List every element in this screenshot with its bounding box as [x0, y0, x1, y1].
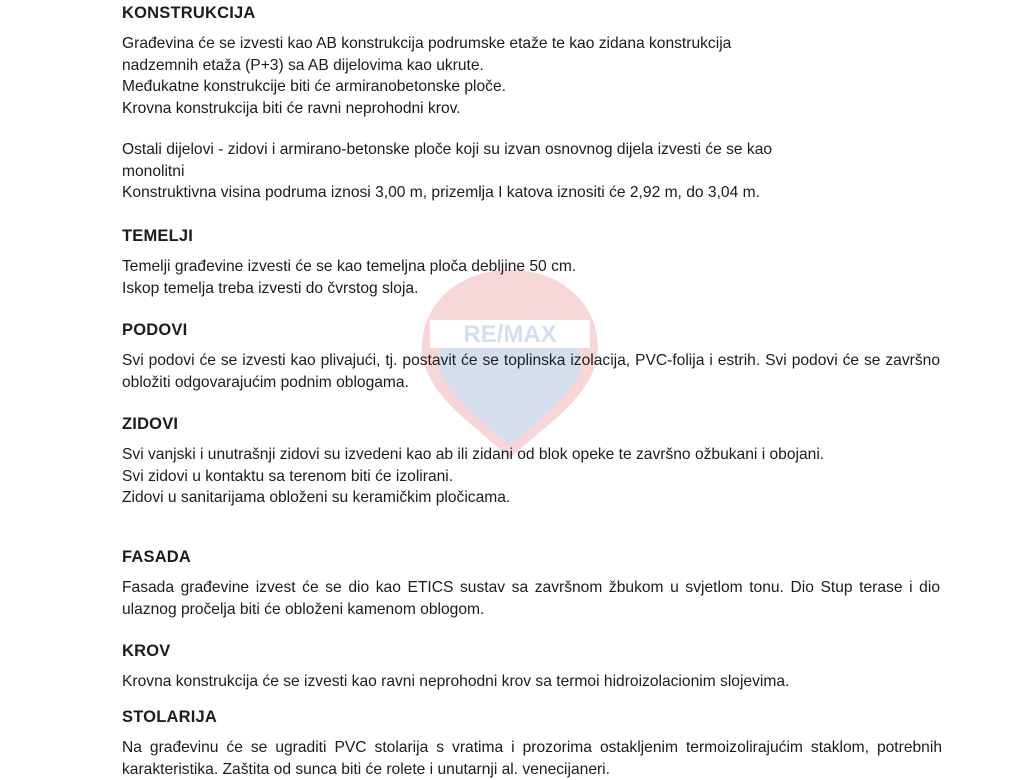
section-heading: STOLARIJA	[122, 708, 218, 726]
section-heading: TEMELJI	[122, 227, 194, 245]
spacer	[122, 119, 772, 139]
watermark-text: RE/MAX	[463, 321, 557, 348]
paragraph-line: nadzemnih etaža (P+3) sa AB dijelovima kao ukrute.	[122, 56, 484, 74]
section-heading: FASADA	[122, 548, 192, 566]
paragraph-line: Iskop temelja treba izvesti do čvrstog sloja.	[122, 279, 419, 297]
section-heading: KONSTRUKCIJA	[122, 4, 256, 22]
paragraph-line: monolitni	[122, 162, 185, 180]
section-heading: ZIDOVI	[122, 415, 179, 433]
section-krov	[122, 641, 789, 693]
paragraph-line: Zidovi u sanitarijama obloženi su keramičkim pločicama.	[122, 489, 511, 506]
section-fasada	[122, 547, 940, 620]
section-stolarija	[122, 707, 942, 780]
paragraph-line: Krovna konstrukcija biti će ravni neprohodni krov.	[122, 99, 461, 117]
paragraph-line: Ostali dijelovi - zidovi i armirano-betonske ploče koji su izvan osnovnog dijela izvesti će se kao	[122, 141, 773, 158]
paragraph-line: Konstruktivna visina podruma iznosi 3,00 m, prizemlja I katova iznositi će 2,92 m, do 3,04 m.	[122, 184, 760, 201]
section-heading: PODOVI	[122, 321, 188, 339]
paragraph: Svi vanjski i unutrašnji zidovi su izvedeni kao ab ili zidani od blok opeke te završno ožbukani i obojani.	[122, 446, 825, 463]
paragraph-line: Temelji građevine izvesti će se kao temeljna ploča debljine 50 cm.	[122, 258, 577, 275]
section-heading: KROV	[122, 642, 171, 660]
paragraph-line: Međukatne konstrukcije biti će armiranobetonske ploče.	[122, 78, 506, 95]
paragraph: Na građevinu će se ugraditi PVC stolarija s vratima i prozorima ostakljenim termoizolirajućim staklom, potrebnih karakteristika. Zaštita od sunca biti će rolete i unutarnji al. venecijaneri.	[122, 739, 942, 778]
paragraph: Fasada građevine izvest će se dio kao ETICS sustav sa završnom žbukom u svjetlom tonu. Dio Stup terase i dio ulaznog pročelja biti će obloženi kamenom oblogom.	[122, 579, 940, 618]
section-temelji	[122, 226, 576, 299]
paragraph: Krovna konstrukcija će se izvesti kao ravni neprohodni krov sa termoi hidroizolacionim slojevima.	[122, 673, 790, 690]
paragraph: Svi podovi će se izvesti kao plivajući, tj. postavit će se toplinska izolacija, PVC-folija i estrih. Svi podovi će se završno obložiti odgovarajućim podnim oblogama.	[122, 352, 940, 391]
section-zidovi	[122, 414, 942, 509]
paragraph-line: Građevina će se izvesti kao AB konstrukcija podrumske etaže te kao zidana konstrukcija	[122, 35, 732, 52]
section-podovi	[122, 320, 940, 393]
section-konstrukcija	[122, 3, 772, 204]
paragraph-line: Svi zidovi u kontaktu sa terenom biti će izolirani.	[122, 467, 454, 485]
